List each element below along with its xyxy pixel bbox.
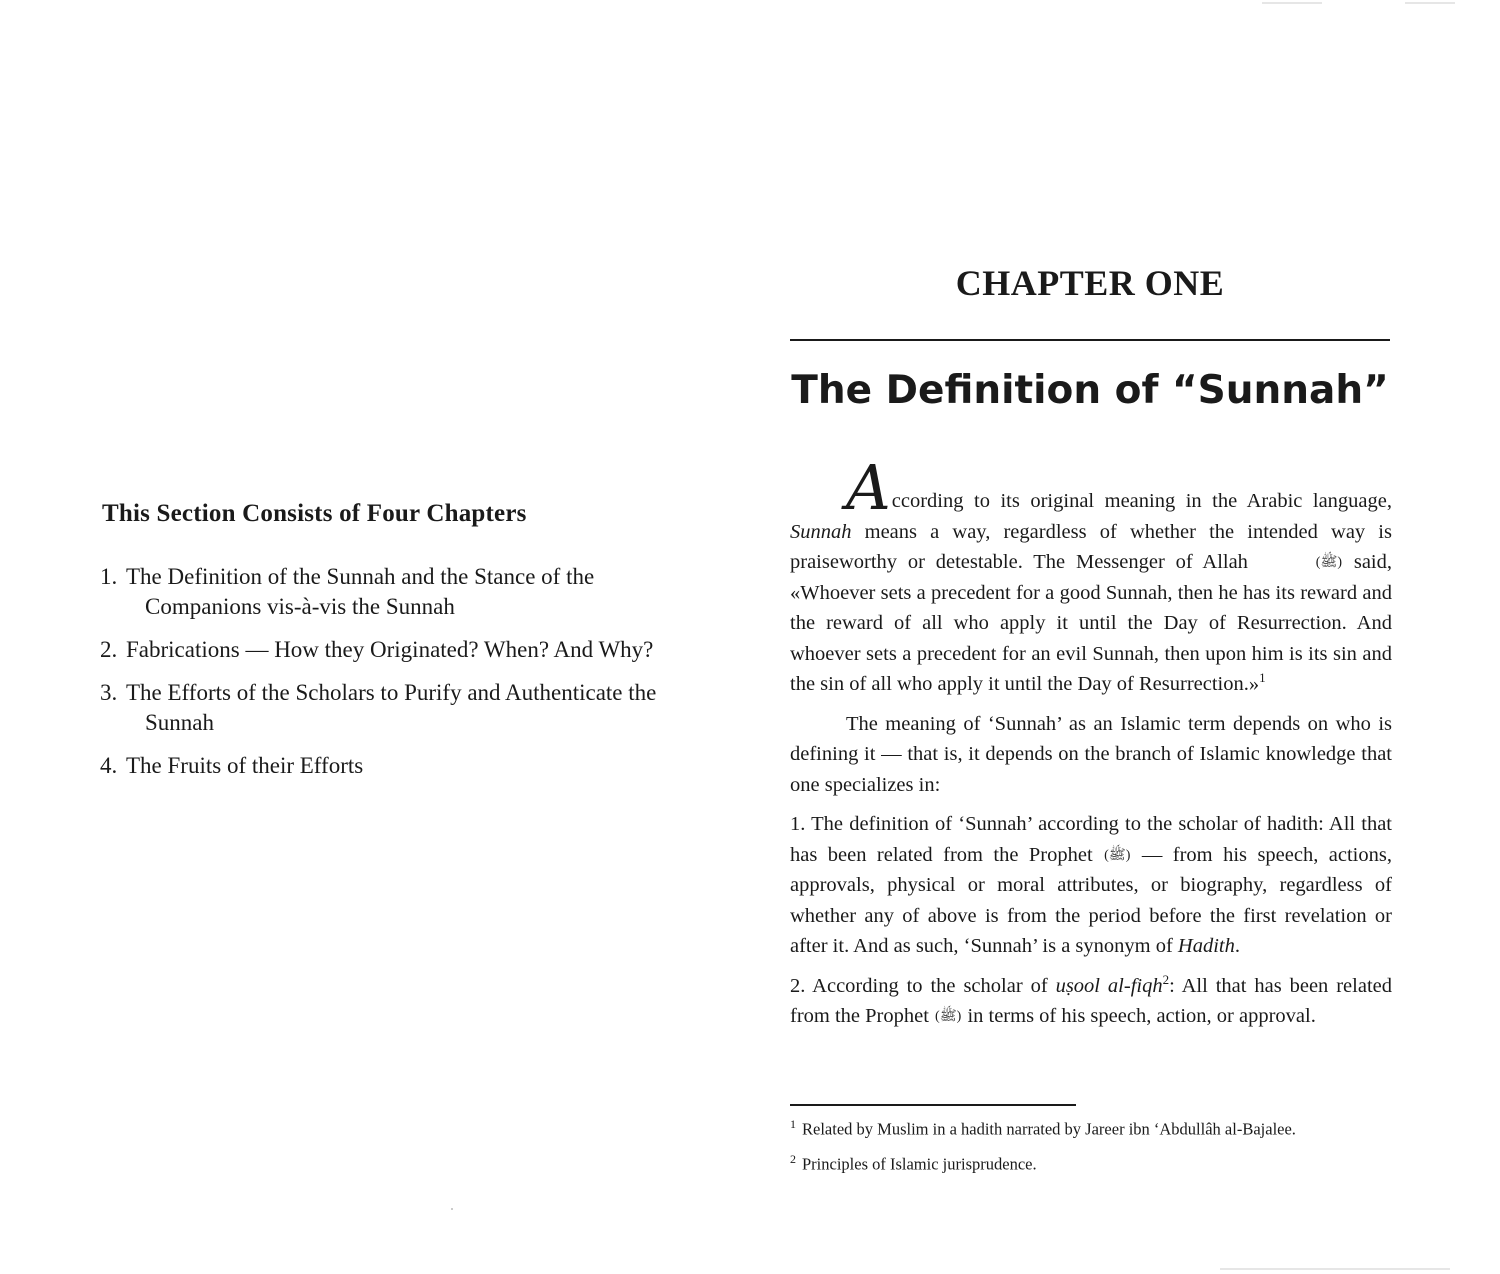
- title-rule: [790, 339, 1390, 341]
- scan-speck: [451, 1208, 453, 1210]
- scan-edge-mark: [1220, 1268, 1450, 1270]
- text-run: : All that has been related from the Prophet: [790, 974, 1392, 1027]
- text-run: ccording to its original meaning in the Arabic language,: [891, 490, 1392, 512]
- scan-edge-mark: [1405, 2, 1455, 4]
- footnote-rule: [790, 1104, 1076, 1106]
- footnote: [790, 1114, 1400, 1140]
- list-item: [100, 635, 710, 665]
- list-item: [100, 678, 710, 738]
- paragraph-1: [790, 451, 1393, 700]
- paragraph-4: [790, 971, 1392, 1032]
- drop-cap: A: [846, 451, 891, 524]
- footnote-number: 2: [790, 1151, 796, 1166]
- footnote-ref: 1: [1259, 670, 1266, 686]
- text-run: said, «Whoever sets a precedent for a good Sunnah, then he has its reward and the reward of all who apply it until the Day of Resurrection. And whoever sets a precedent for an evil Sunnah, then upon him is its sin and the sin of all who apply it until the Day of Resurrection.»: [790, 551, 1393, 695]
- list-item-number: 3.: [100, 680, 118, 705]
- text-run: — from his speech, actions, approvals, physical or moral attributes, or biography, regardless of whether any of above is from the period before the first revelation or after it. And as such, ‘Sunnah’ is a synonym of: [790, 843, 1392, 957]
- list-item-text: The Definition of the Sunnah and the Stance of the Companions vis-à-vis the Sunnah: [126, 564, 595, 619]
- salutation-glyph: (ﷺ): [935, 1009, 962, 1024]
- footnotes: [790, 1114, 1400, 1183]
- chapter-list: [100, 562, 710, 794]
- list-item-text: The Fruits of their Efforts: [126, 753, 364, 778]
- footnote-ref: 2: [1162, 971, 1170, 987]
- list-item-text: The Efforts of the Scholars to Purify and Authenticate the Sunnah: [126, 680, 657, 735]
- paragraph-3: [790, 809, 1392, 962]
- list-item-number: 2.: [100, 637, 118, 662]
- italic-term: uṣool al-fiqh: [1055, 974, 1163, 997]
- body-text: [790, 451, 1393, 1041]
- scan-edge-mark: [1262, 2, 1322, 4]
- list-item: [100, 562, 710, 622]
- list-item: [100, 751, 710, 781]
- salutation-glyph: (ﷺ): [1104, 847, 1131, 863]
- italic-term: Hadith: [1177, 935, 1235, 957]
- chapter-label: CHAPTER ONE: [955, 263, 1225, 303]
- right-page: [750, 0, 1500, 1274]
- text-run: means a way, regardless of whether the intended way is praiseworthy or detestable. The Messenger of Allah: [790, 520, 1392, 573]
- list-item-number: 4.: [100, 753, 118, 778]
- footnote-number: 1: [790, 1117, 796, 1131]
- section-heading: This Section Consists of Four Chapters: [102, 500, 527, 527]
- text-run: 1. The definition of ‘Sunnah’ according to the scholar of hadith: All that has been related from the Prophet: [790, 813, 1392, 866]
- footnote-text: Principles of Islamic jurisprudence.: [802, 1154, 1037, 1173]
- text-run: .: [1234, 935, 1240, 957]
- text-run: 2. According to the scholar of: [790, 974, 1056, 997]
- text-run: in terms of his speech, action, or approval.: [962, 1005, 1316, 1027]
- list-item-text: Fabrications — How they Originated? When? And Why?: [126, 637, 654, 662]
- paragraph-2: The meaning of ‘Sunnah’ as an Islamic term depends on who is defining it — that is, it depends on the branch of Islamic knowledge that one specializes in:: [790, 712, 1392, 796]
- list-item-number: 1.: [100, 564, 118, 589]
- footnote: [790, 1149, 1400, 1175]
- footnote-text: Related by Muslim in a hadith narrated by Jareer ibn ‘Abdullâh al-Bajalee.: [802, 1119, 1296, 1139]
- salutation-glyph: (ﷺ): [1315, 555, 1343, 570]
- italic-term: Sunnah: [790, 520, 852, 543]
- chapter-title: The Definition of “Sunnah”: [791, 368, 1389, 413]
